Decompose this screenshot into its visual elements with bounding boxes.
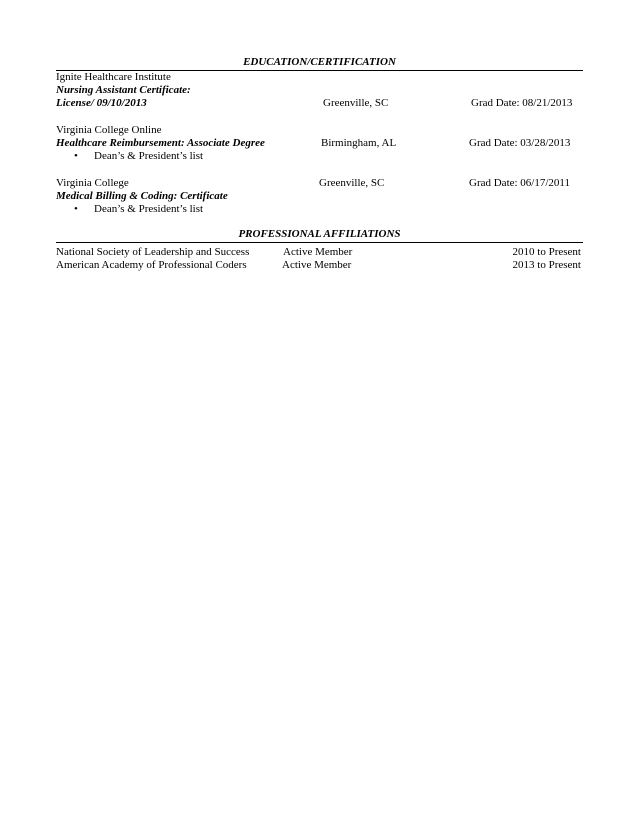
education-grad-date-1: Grad Date: 08/21/2013 (471, 97, 573, 109)
education-grad-date-2: Grad Date: 03/28/2013 (469, 137, 571, 149)
affiliation-organization-2: American Academy of Professional Coders (56, 259, 247, 271)
affiliation-organization-1: National Society of Leadership and Success (56, 246, 250, 258)
education-honor-2 (74, 150, 203, 163)
bullet-icon: • (74, 203, 78, 215)
affiliation-period-2: 2013 to Present (512, 259, 581, 271)
education-honor-3-text: Dean’s & President’s list (94, 203, 204, 215)
affiliation-role-1: Active Member (283, 246, 353, 258)
education-institution-1: Ignite Healthcare Institute (56, 71, 171, 83)
education-program-1-line1: Nursing Assistant Certificate: (56, 84, 191, 96)
affiliations-rule (56, 242, 583, 243)
education-heading: EDUCATION/CERTIFICATION (243, 56, 396, 68)
affiliations-heading: PROFESSIONAL AFFILIATIONS (238, 228, 401, 240)
education-grad-date-3: Grad Date: 06/17/2011 (469, 177, 571, 189)
education-program-1-line2: License/ 09/10/2013 (56, 97, 147, 109)
affiliation-role-2: Active Member (282, 259, 352, 271)
affiliation-period-1: 2010 to Present (512, 246, 581, 258)
education-honor-2-text: Dean’s & President’s list (94, 150, 204, 162)
education-institution-3: Virginia College (56, 177, 129, 189)
education-location-3: Greenville, SC (319, 177, 385, 189)
education-honor-3 (74, 203, 203, 216)
bullet-icon: • (74, 150, 78, 162)
education-program-3: Medical Billing & Coding: Certificate (56, 190, 228, 202)
education-location-1: Greenville, SC (323, 97, 389, 109)
education-program-2: Healthcare Reimbursement: Associate Degree (56, 137, 265, 149)
education-location-2: Birmingham, AL (321, 137, 397, 149)
education-institution-2: Virginia College Online (56, 124, 162, 136)
